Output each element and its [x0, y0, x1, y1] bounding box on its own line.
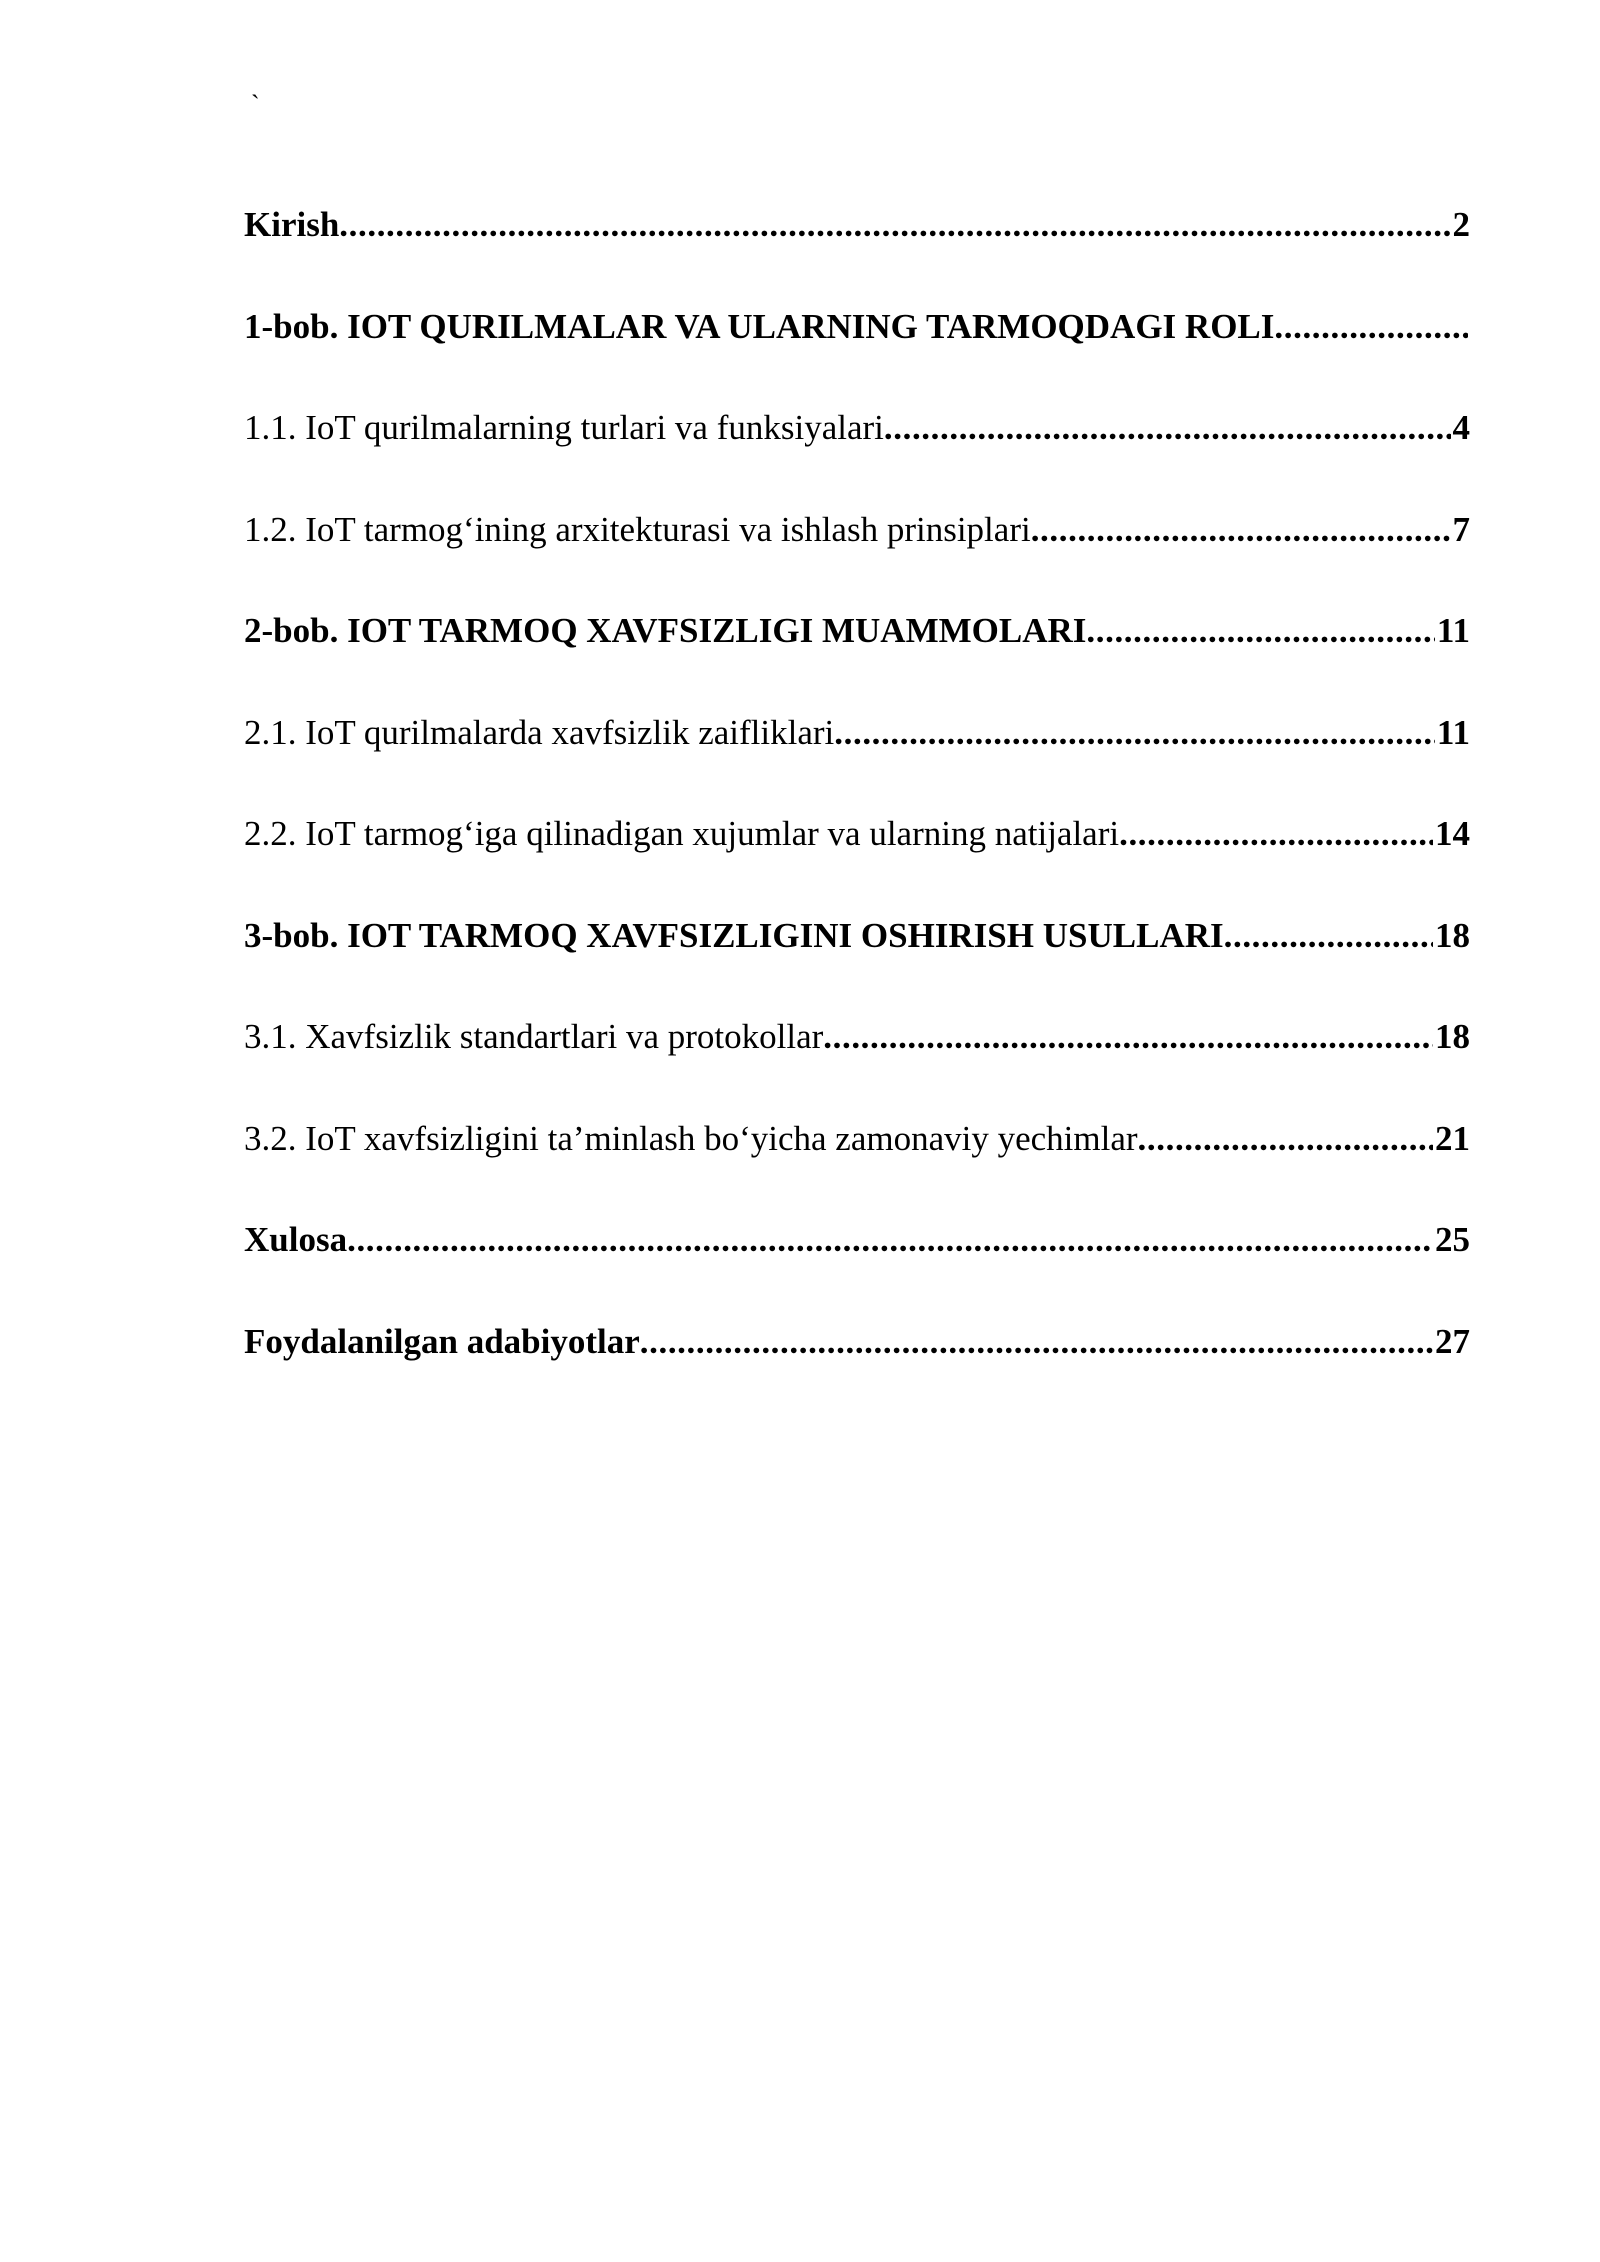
header-mark: ` [251, 90, 260, 119]
toc-entry-page: 4 [1452, 408, 1470, 447]
toc-entry-title: 2-bob. IOT TARMOQ XAVFSIZLIGI MUAMMOLARI [244, 611, 1087, 650]
toc-entry-xulosa [244, 1209, 1470, 1311]
toc-dot-leader [640, 1311, 1433, 1373]
toc-entry-title: 3-bob. IOT TARMOQ XAVFSIZLIGINI OSHIRISH USULLARI [244, 915, 1224, 955]
toc-entry-title: Kirish [244, 205, 340, 244]
toc-dot-leader [1224, 905, 1433, 967]
toc-entry-page: 7 [1452, 509, 1470, 549]
toc-dot-leader [1031, 499, 1451, 561]
toc-entry-section-2-1 [244, 702, 1470, 804]
toc-dot-leader [834, 702, 1435, 764]
toc-entry-page: 27 [1435, 1321, 1470, 1361]
toc-entry-section-3-1 [244, 1006, 1470, 1108]
toc-entry-chapter-1 [244, 296, 1470, 398]
toc-entry-title: 1.1. IoT qurilmalarning turlari va funksiyalari [244, 408, 884, 447]
toc-dot-leader [884, 397, 1451, 459]
toc-entry-section-1-2 [244, 499, 1470, 601]
toc-entry-chapter-2 [244, 600, 1470, 702]
toc-dot-leader [339, 194, 1450, 256]
toc-dot-leader [347, 1209, 1433, 1271]
toc-dot-leader [1119, 803, 1433, 865]
toc-entry-title: Xulosa [244, 1220, 348, 1259]
toc-entry-section-3-2 [244, 1108, 1470, 1210]
toc-entry-title: 1-bob. IOT QURILMALAR VA ULARNING TARMOQDAGI ROLI [244, 306, 1275, 346]
toc-entry-page: 25 [1435, 1220, 1470, 1259]
toc-entry-page: 2 [1452, 205, 1470, 244]
toc-entry-kirish [244, 194, 1470, 296]
toc-dot-leader [823, 1006, 1433, 1068]
toc-entry-title: 2.1. IoT qurilmalarda xavfsizlik zaifliklari [244, 712, 835, 752]
toc-entry-title: 1.2. IoT tarmog‘ining arxitekturasi va ishlash prinsiplari [244, 509, 1031, 549]
toc-entry-title: Foydalanilgan adabiyotlar [244, 1321, 640, 1361]
toc-dot-leader [1086, 600, 1435, 662]
table-of-contents [244, 194, 1470, 1412]
toc-entry-references [244, 1311, 1470, 1413]
toc-entry-page: 11 [1436, 611, 1470, 650]
toc-dot-leader [1138, 1108, 1433, 1170]
toc-entry-section-2-2 [244, 803, 1470, 905]
toc-entry-page: 11 [1436, 712, 1470, 752]
toc-entry-title: 2.2. IoT tarmog‘iga qilinadigan xujumlar va ularning natijalari [244, 814, 1120, 853]
toc-entry-page: 14 [1435, 814, 1470, 853]
toc-entry-title: 3.2. IoT xavfsizligini ta’minlash bo‘yicha zamonaviy yechimlar [244, 1118, 1138, 1158]
toc-entry-page: 18 [1435, 915, 1470, 955]
toc-dot-leader [1274, 296, 1468, 358]
toc-entry-section-1-1 [244, 397, 1470, 499]
toc-entry-chapter-3 [244, 905, 1470, 1007]
toc-entry-page: 18 [1435, 1017, 1470, 1056]
toc-entry-title: 3.1. Xavfsizlik standartlari va protokollar [244, 1017, 824, 1056]
toc-entry-page: 21 [1435, 1118, 1470, 1158]
